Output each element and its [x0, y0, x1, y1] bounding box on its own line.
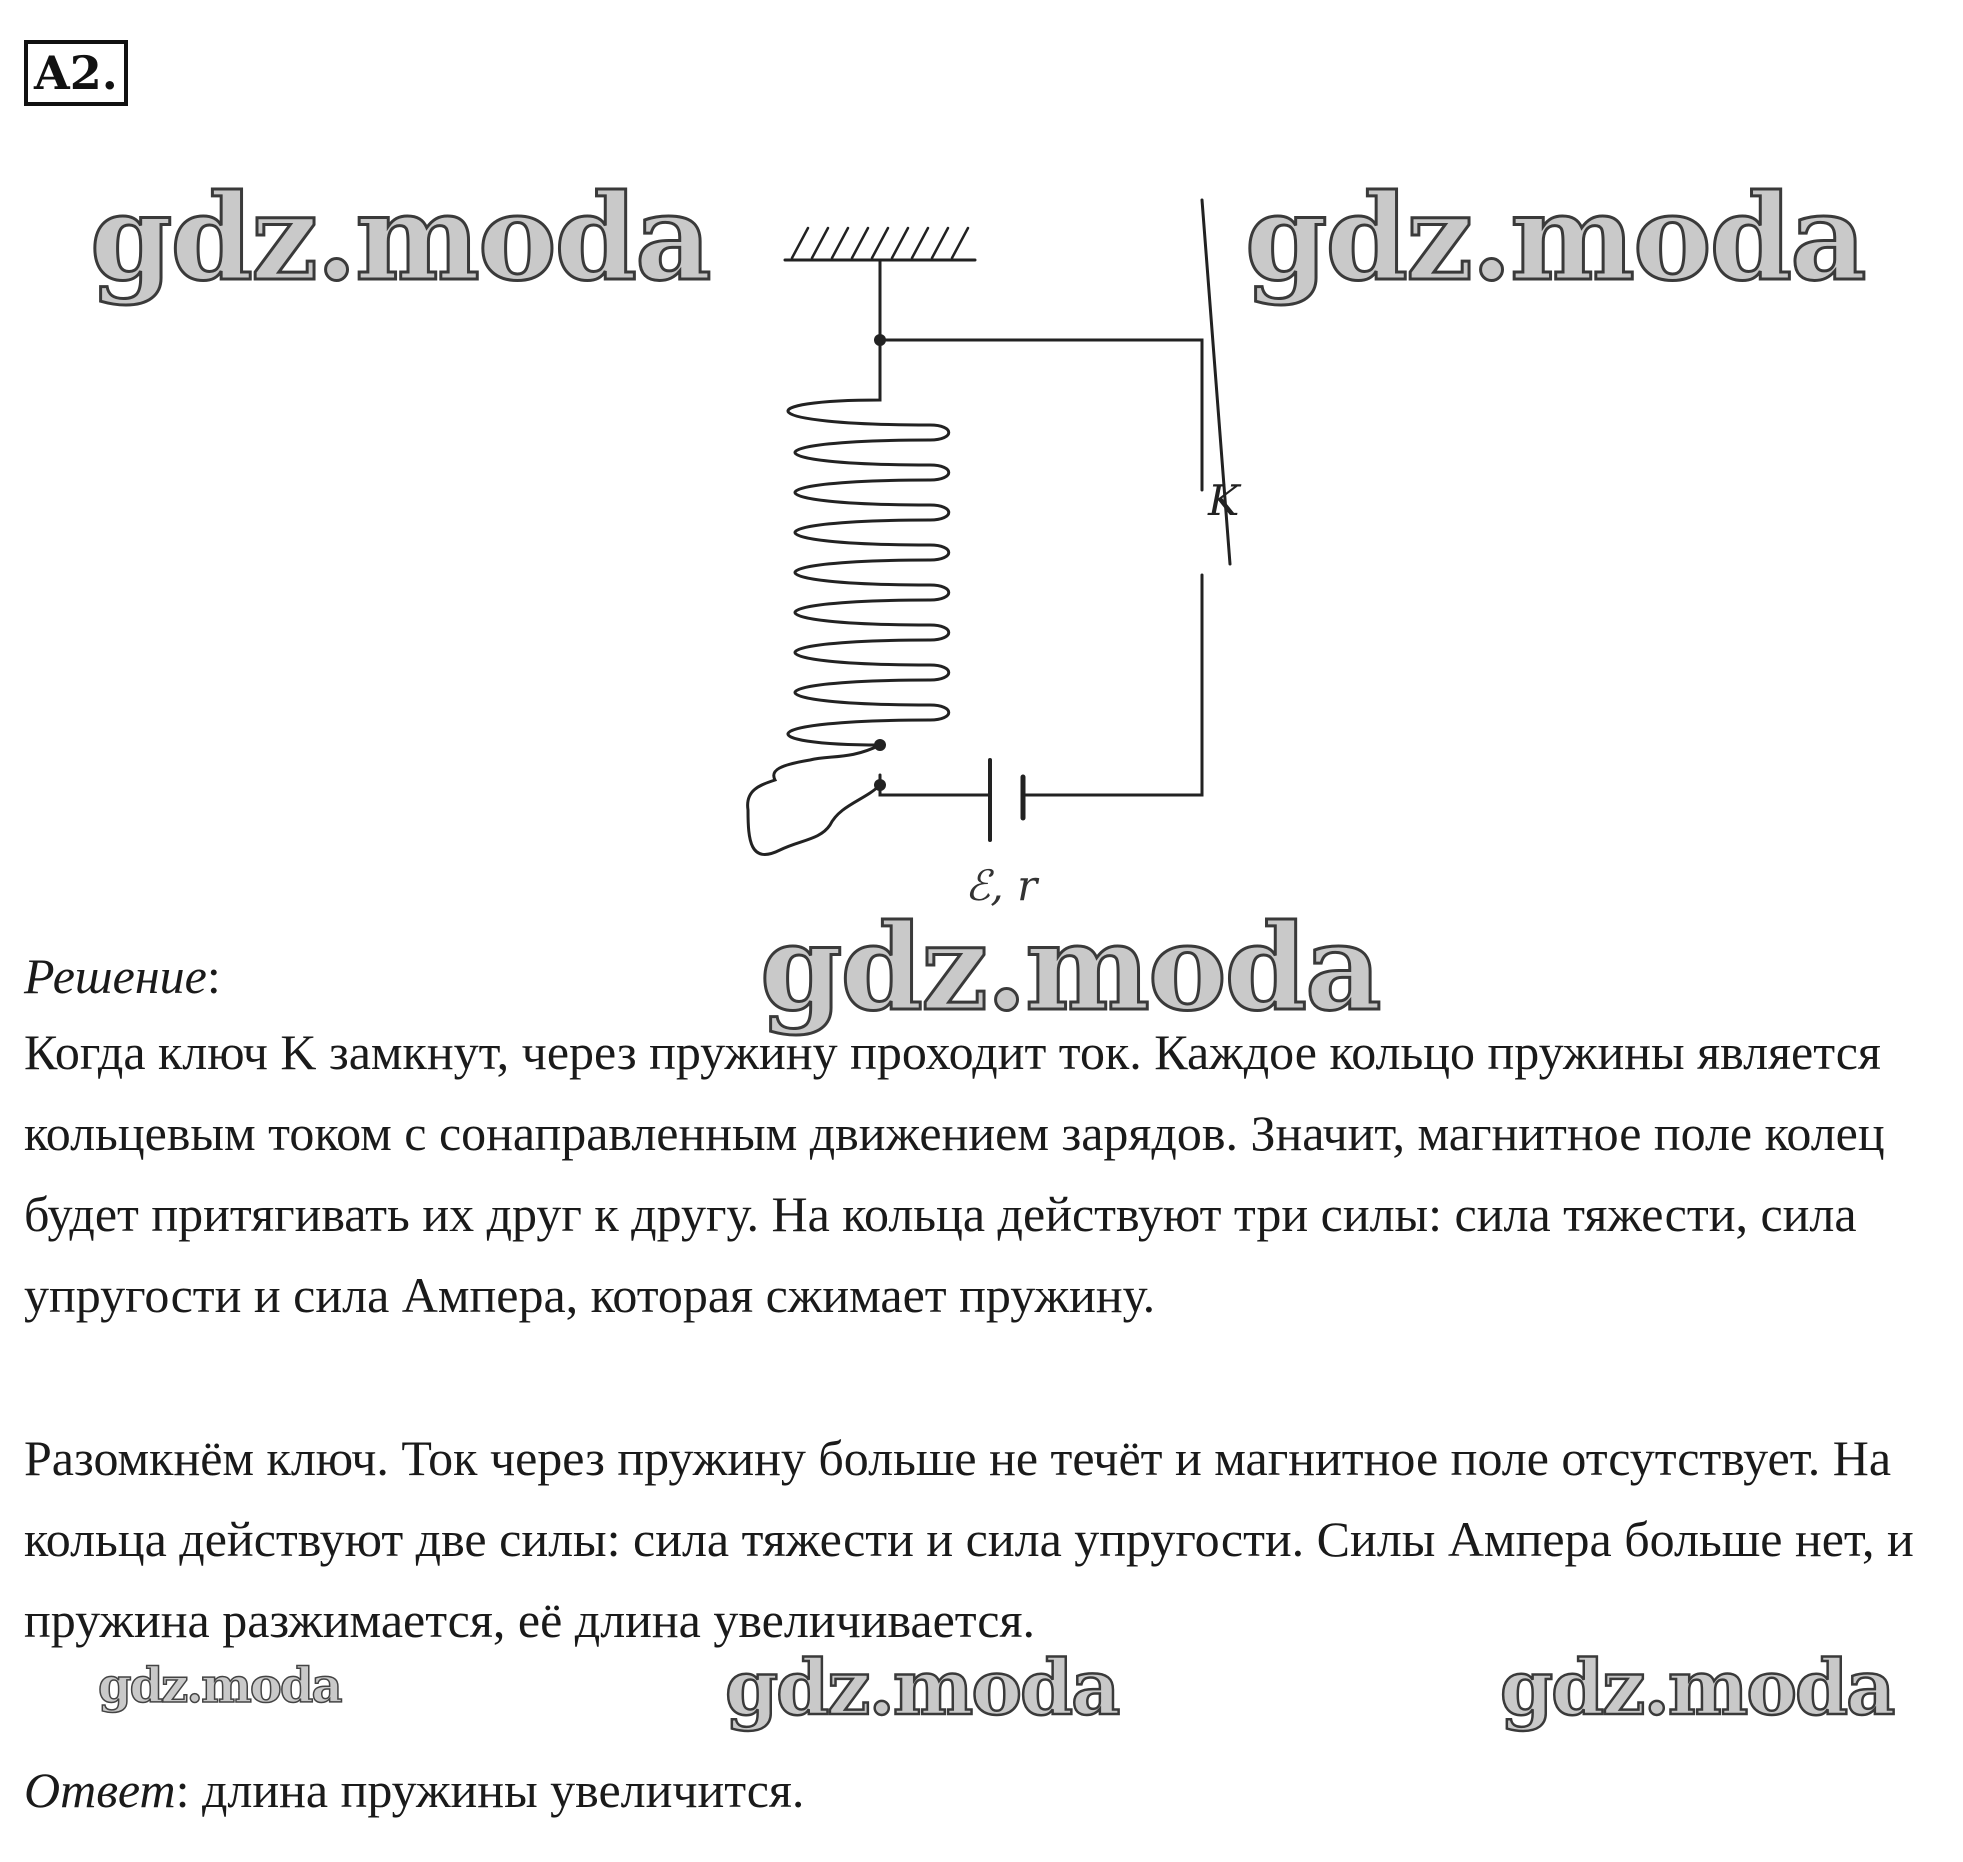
- wire-right: [1025, 575, 1202, 795]
- junction-spring-end: [874, 739, 886, 751]
- wire-bottom-left: [880, 775, 988, 795]
- flexible-wire: [748, 745, 880, 854]
- task-label: A2.: [24, 40, 128, 106]
- wire-top: [880, 260, 1202, 490]
- watermark-center: gdz.moda: [760, 898, 1380, 1037]
- watermark-top-left: gdz.moda: [90, 168, 710, 307]
- source-label: ℰ, r: [965, 861, 1038, 910]
- watermark-bottom-right: gdz.moda: [1500, 1643, 1894, 1732]
- answer-label: Ответ: [24, 1762, 176, 1818]
- answer-text: длина пружины увеличится.: [189, 1762, 805, 1818]
- watermark-top-right: gdz.moda: [1245, 168, 1865, 307]
- solution-paragraph-2: Разомкнём ключ. Ток через пружину больше не течёт и магнитное поле отсутствует. На кольца действуют две силы: сила тяжести и сила упругости. Силы Ампера больше нет, и пружина разжимается, её длина увеличивается.: [24, 1430, 1914, 1648]
- answer-line: Ответ: длина пружины увеличится.: [24, 1762, 805, 1818]
- switch-label: K: [1208, 476, 1240, 525]
- watermark-bottom-center: gdz.moda: [725, 1643, 1119, 1732]
- junction-wire-end: [874, 779, 886, 791]
- solution-heading: Решение:: [24, 948, 221, 1004]
- spring-coil: [788, 340, 949, 745]
- watermark-bottom-left: gdz.moda: [98, 1658, 341, 1714]
- solution-paragraph-1: Когда ключ K замкнут, через пружину проходит ток. Каждое кольцо пружины является кольцевым током с сонаправленным движением зарядов. Значит, магнитное поле колец будет притягивать их друг к другу. На кольца действуют три силы: сила тяжести, сила упругости и сила Ампера, которая сжимает пружину.: [24, 1024, 1885, 1323]
- circuit-diagram: [720, 200, 1240, 920]
- ceiling-hatching: [792, 228, 968, 258]
- junction-top: [874, 334, 886, 346]
